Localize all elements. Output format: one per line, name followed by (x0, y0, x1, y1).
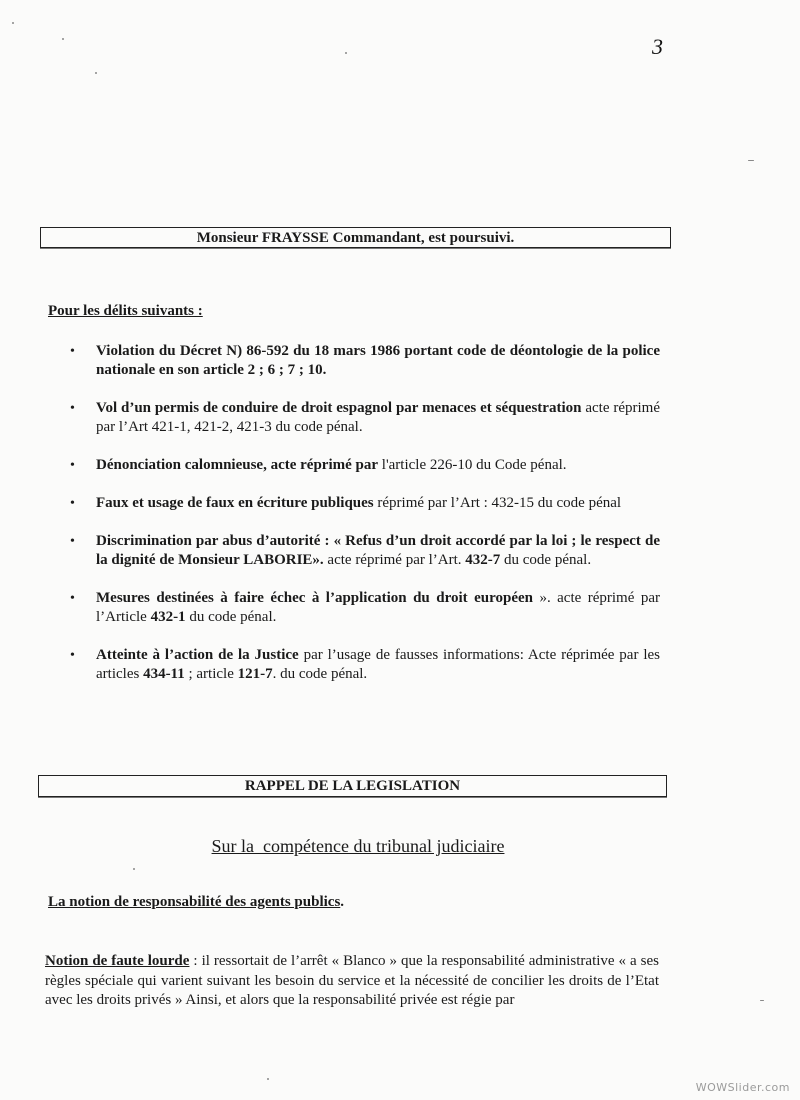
bullet-icon: • (70, 496, 75, 511)
offense-title: Dénonciation calomnieuse, acte réprimé par (96, 457, 379, 473)
accused-title-box: Monsieur FRAYSSE Commandant, est poursuivi. (40, 227, 671, 248)
article-number: 432-7 (465, 552, 501, 568)
competence-subtitle-text: Sur la compétence du tribunal judiciaire (211, 836, 505, 856)
offense-detail: réprimé par l’Art : 432-15 du code pénal (373, 495, 622, 511)
paragraph-text: : il ressortait de l’arrêt « Blanco » que la responsabilité administrative « a ses règles spéciale qui varient suivant les besoin du service et la nécessité de concilier les droits de l’Etat avec les droits privés » Ainsi, et alors que la responsabilité privée est régie par (45, 953, 659, 1008)
offense-detail: du code pénal. (500, 552, 592, 568)
offense-detail: acte réprimé par l’Art. (323, 552, 466, 568)
offense-detail: l'article 226-10 du Code pénal. (378, 457, 567, 473)
scan-speck (345, 52, 347, 54)
scan-speck (133, 868, 135, 870)
scan-speck (95, 72, 97, 74)
paragraph-label: Notion de faute lourde (45, 953, 190, 969)
offense-detail: du code pénal. (185, 609, 277, 625)
responsibility-heading (48, 894, 344, 911)
scan-speck (12, 22, 14, 24)
offense-title: Mesures destinées à faire échec à l’application du droit européen (96, 590, 533, 606)
bullet-icon: • (70, 401, 75, 416)
scan-speck (267, 1078, 269, 1080)
scan-speck (760, 1000, 764, 1001)
offense-title: Discrimination par abus d’autorité : « Refus d’un droit accordé par la loi ; le respect de la dignité de Monsieur LABORIE». (96, 533, 660, 568)
bullet-icon: • (70, 534, 75, 549)
article-number: 434-11 (143, 666, 185, 682)
offense-detail: acte réprimé par l’Art 421-1, 421-2, 421-3 du code pénal. (96, 400, 660, 435)
offense-title: Violation du Décret N) 86-592 du 18 mars 1986 portant code de déontologie de la police nationale en son article 2 ; 6 ; 7 ; 10. (96, 343, 660, 378)
offense-item (70, 494, 660, 513)
article-number: 432-1 (150, 609, 186, 625)
offenses-heading: Pour les délits suivants : (48, 303, 203, 319)
offense-title: Faux et usage de faux en écriture publiques (96, 495, 374, 511)
watermark: WOWSlider.com (695, 1081, 790, 1094)
bullet-icon: • (70, 591, 75, 606)
offense-detail: ; article (184, 666, 238, 682)
bullet-icon: • (70, 648, 75, 663)
legislation-title-box: RAPPEL DE LA LEGISLATION (38, 775, 667, 797)
bullet-icon: • (70, 458, 75, 473)
responsibility-heading-text: La notion de responsabilité des agents publics (48, 894, 341, 910)
offenses-list (70, 342, 660, 703)
heading-period: . (340, 894, 345, 910)
offense-detail: par l’usage de fausses informations: Acte réprimée par les articles (96, 647, 661, 682)
offense-item (70, 456, 660, 475)
article-number: 121-7 (237, 666, 273, 682)
competence-subtitle (0, 836, 716, 857)
offense-detail: ». acte réprimé par l’Article (96, 590, 660, 625)
offense-detail: . du code pénal. (272, 666, 368, 682)
offense-title: Atteinte à l’action de la Justice (96, 647, 299, 663)
offense-item (70, 342, 660, 380)
offense-item (70, 646, 660, 684)
offense-item (70, 532, 660, 570)
scan-speck (748, 160, 754, 161)
offense-title: Vol d’un permis de conduire de droit espagnol par menaces et séquestration (96, 400, 582, 416)
faute-lourde-paragraph (45, 952, 659, 1011)
bullet-icon: • (70, 344, 75, 359)
scan-speck (62, 38, 64, 40)
page-number: 3 (652, 34, 663, 59)
offense-item (70, 399, 660, 437)
offense-item (70, 589, 660, 627)
